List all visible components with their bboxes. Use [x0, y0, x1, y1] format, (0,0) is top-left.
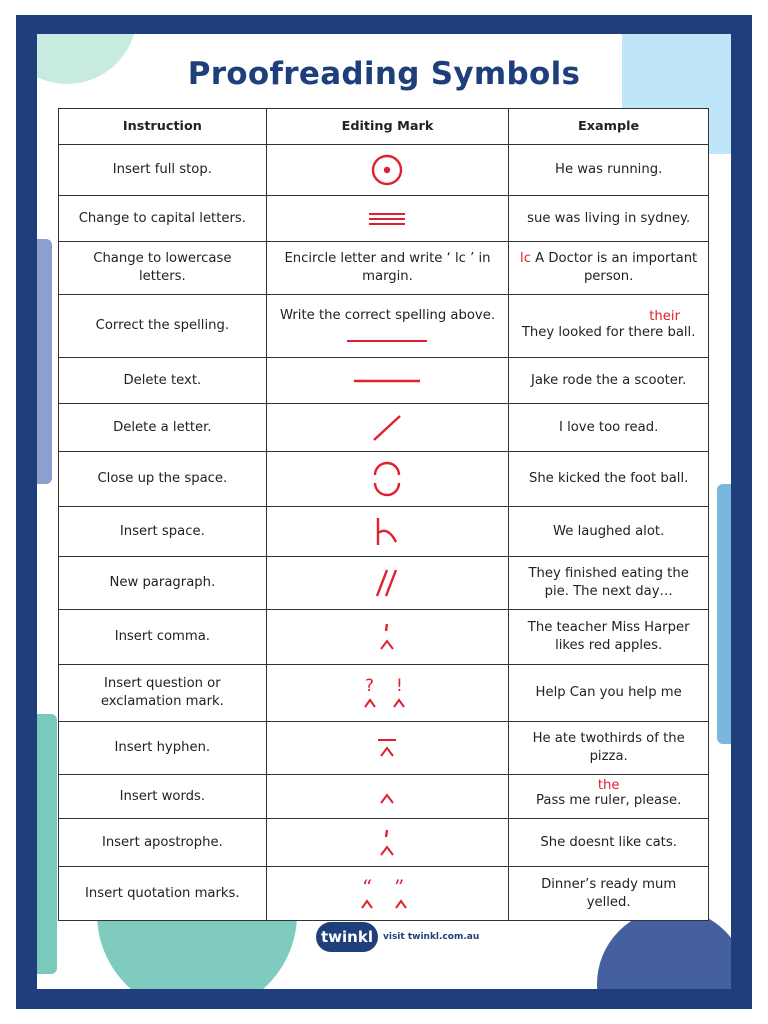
correction-word: their — [649, 309, 680, 325]
table-row — [59, 452, 709, 507]
header-mark: Editing Mark — [266, 109, 509, 145]
mark-cell — [266, 867, 509, 921]
double-slash-mark — [372, 567, 402, 599]
table-row — [59, 775, 709, 819]
svg-text:?: ? — [365, 676, 375, 696]
svg-text:!: ! — [396, 676, 404, 696]
mark-cell — [266, 610, 509, 665]
insert-quotes-mark — [358, 876, 416, 912]
mark-cell — [266, 557, 509, 610]
mark-cell — [266, 507, 509, 557]
header-instruction: Instruction — [59, 109, 267, 145]
visit-link[interactable]: visit twinkl.com.au — [383, 932, 480, 942]
table-header-row — [59, 109, 709, 145]
instruction-cell: Correct the spelling. — [59, 295, 267, 358]
mark-cell — [266, 404, 509, 452]
close-up-mark — [371, 460, 403, 498]
mark-cell — [266, 196, 509, 242]
decor-blob — [717, 484, 731, 744]
table-row — [59, 722, 709, 775]
example-cell: lc A Doctor is an important person. — [509, 242, 709, 295]
table-row — [59, 867, 709, 921]
circled-dot-mark — [370, 153, 404, 187]
decor-blob — [37, 714, 57, 974]
symbols-table — [58, 108, 709, 921]
inserted-word: the — [597, 777, 620, 793]
svg-text:”: ” — [394, 875, 405, 899]
decor-blob — [597, 909, 731, 989]
example-cell: He was running. — [509, 145, 709, 196]
example-cell: She doesnt like cats. — [509, 819, 709, 867]
table-row — [59, 358, 709, 404]
mark-cell: Encircle letter and write ‘ lc ’ in margin. — [266, 242, 509, 295]
insert-apostrophe-mark — [375, 827, 399, 859]
mark-cell — [266, 722, 509, 775]
example-cell: Help Can you help me — [509, 665, 709, 722]
correction-line-mark — [345, 325, 429, 345]
poster-frame — [16, 15, 752, 1009]
instruction-cell: Insert space. — [59, 507, 267, 557]
example-cell: We laughed alot. — [509, 507, 709, 557]
instruction-cell: Close up the space. — [59, 452, 267, 507]
mark-cell — [266, 145, 509, 196]
example-cell: I love too read. — [509, 404, 709, 452]
decor-blob — [37, 239, 52, 484]
instruction-cell: Change to capital letters. — [59, 196, 267, 242]
mark-cell — [266, 665, 509, 722]
example-cell: The teacher Miss Harper likes red apples. — [509, 610, 709, 665]
instruction-cell: Insert hyphen. — [59, 722, 267, 775]
insert-space-mark — [372, 516, 402, 548]
example-cell: the Pass me ruler, please. — [509, 775, 709, 819]
margin-note: lc — [520, 251, 531, 267]
page-title: Proofreading Symbols — [187, 56, 581, 92]
header-example: Example — [509, 109, 709, 145]
table-row — [59, 404, 709, 452]
poster — [37, 34, 731, 989]
table-row — [59, 196, 709, 242]
insert-punctuation-mark — [360, 675, 414, 711]
instruction-cell: Delete text. — [59, 358, 267, 404]
instruction-cell: Insert words. — [59, 775, 267, 819]
instruction-cell: Insert question or exclamation mark. — [59, 665, 267, 722]
example-cell: Jake rode the a scooter. — [509, 358, 709, 404]
instruction-cell: Insert comma. — [59, 610, 267, 665]
mark-cell — [266, 775, 509, 819]
table-row — [59, 145, 709, 196]
table-row — [59, 295, 709, 358]
instruction-cell: Delete a letter. — [59, 404, 267, 452]
table-row — [59, 819, 709, 867]
twinkl-logo: twinkl — [316, 922, 378, 952]
mark-cell — [266, 358, 509, 404]
instruction-cell: Change to lowercase letters. — [59, 242, 267, 295]
mark-cell — [266, 819, 509, 867]
example-cell: She kicked the foot ball. — [509, 452, 709, 507]
triple-underline-mark — [367, 211, 407, 227]
table-row — [59, 665, 709, 722]
mark-cell — [266, 452, 509, 507]
mark-cell: Write the correct spelling above. — [266, 295, 509, 358]
instruction-cell: New paragraph. — [59, 557, 267, 610]
example-cell: He ate twothirds of the pizza. — [509, 722, 709, 775]
instruction-cell: Insert full stop. — [59, 145, 267, 196]
example-cell: sue was living in sydney. — [509, 196, 709, 242]
example-cell: Dinner’s ready mum yelled. — [509, 867, 709, 921]
table-row — [59, 557, 709, 610]
slash-mark — [371, 413, 403, 443]
table-row — [59, 610, 709, 665]
insert-comma-mark — [375, 621, 399, 653]
instruction-cell: Insert apostrophe. — [59, 819, 267, 867]
svg-text:“: “ — [362, 875, 373, 899]
table-row — [59, 242, 709, 295]
instruction-cell: Insert quotation marks. — [59, 867, 267, 921]
caret-mark — [375, 788, 399, 806]
table-row — [59, 507, 709, 557]
example-cell: They finished eating the pie. The next day… — [509, 557, 709, 610]
insert-hyphen-mark — [375, 737, 399, 759]
strike-line-mark — [352, 376, 422, 386]
example-cell: their They looked for there ball. — [509, 295, 709, 358]
